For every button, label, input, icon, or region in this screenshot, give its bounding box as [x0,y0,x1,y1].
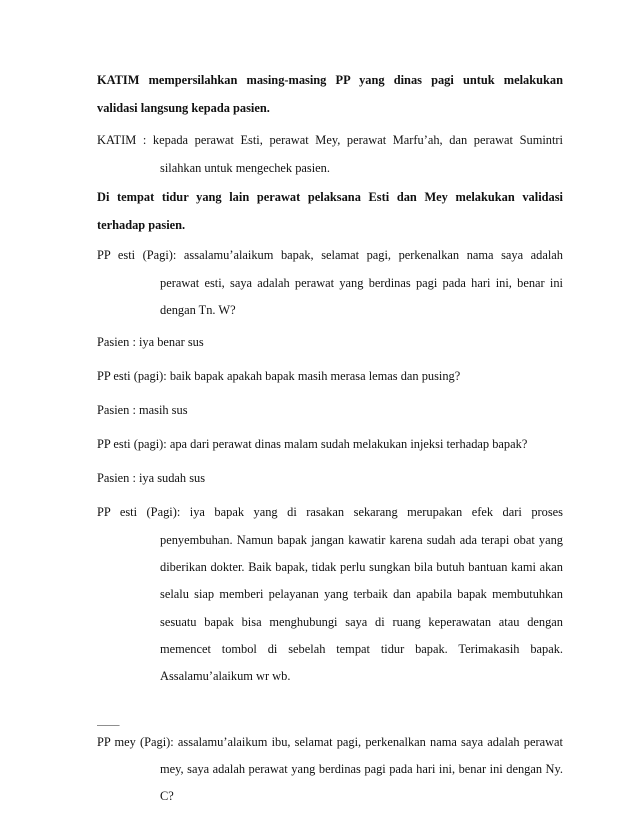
text-line: selalu siap memberi pelayanan yang terbaik dan apabila bapak membutuhkan [160,587,563,601]
paragraph-katim-instruction [97,66,563,95]
paragraph-pp-mey-greeting [97,728,563,757]
text-line: KATIM mempersilahkan masing-masing PP yang dinas pagi untuk melakukan [97,73,563,87]
paragraph-pp-esti-explanation [97,498,563,527]
text-line: diberikan dokter. Baik bapak, tidak perlu sungkan bila butuh bantuan kami akan [160,560,563,574]
text-line: ——– [97,720,120,730]
paragraph-pp-esti-question [97,362,563,391]
paragraph-pp-esti-explanation-cont [160,662,563,691]
paragraph-scene-description [97,183,563,212]
paragraph-pasien-reply [97,464,563,493]
paragraph-katim-dialogue [97,126,563,155]
text-line: sesuatu bapak bisa menghubungi saya di ruang keperawatan atau dengan [160,615,563,629]
text-line: PP esti (pagi): baik bapak apakah bapak masih merasa lemas dan pusing? [97,369,461,383]
text-line: PP esti (pagi): apa dari perawat dinas malam sudah melakukan injeksi terhadap bapak? [97,437,528,451]
text-line: validasi langsung kepada pasien. [97,101,270,115]
paragraph-scene-description-cont [97,211,563,240]
text-line: mey, saya adalah perawat yang berdinas pagi pada hari ini, benar ini dengan Ny. [160,762,563,776]
paragraph-pp-mey-greeting-cont [160,755,563,784]
text-line: Assalamu’alaikum wr wb. [160,669,291,683]
paragraph-katim-dialogue-cont [160,154,563,183]
paragraph-pasien-reply [97,396,563,425]
text-line: dengan Tn. W? [160,303,236,317]
text-line: C? [160,789,174,803]
text-line: memencet tombol di sebelah tempat tidur bapak. Terimakasih bapak. [160,642,563,656]
text-line: Pasien : iya sudah sus [97,471,206,485]
text-line: perawat esti, saya adalah perawat yang berdinas pagi pada hari ini, benar ini [160,276,563,290]
text-line: silahkan untuk mengechek pasien. [160,161,330,175]
text-line: PP esti (Pagi): iya bapak yang di rasakan sekarang merupakan efek dari proses [97,505,563,519]
paragraph-pp-esti-explanation-cont [160,635,563,664]
text-line: terhadap pasien. [97,218,186,232]
paragraph-pp-esti-explanation-cont [160,553,563,582]
text-line: penyembuhan. Namun bapak jangan kawatir karena sudah ada terapi obat yang [160,533,563,547]
text-line: KATIM : kepada perawat Esti, perawat Mey, perawat Marfu’ah, dan perawat Sumintri [97,133,563,147]
paragraph-pasien-reply [97,328,563,357]
text-line: Di tempat tidur yang lain perawat pelaksana Esti dan Mey melakukan validasi [97,190,563,204]
paragraph-pp-mey-greeting-cont [160,782,563,811]
paragraph-pp-esti-explanation-cont [160,580,563,609]
text-line: Pasien : iya benar sus [97,335,204,349]
text-line: Pasien : masih sus [97,403,188,417]
text-line: PP mey (Pagi): assalamu’alaikum ibu, selamat pagi, perkenalkan nama saya adalah perawat [97,735,563,749]
paragraph-pp-esti-greeting-cont [160,296,563,325]
paragraph-pp-esti-greeting [97,241,563,270]
paragraph-katim-instruction-cont [97,94,563,123]
paragraph-pp-esti-explanation-cont [160,608,563,637]
paragraph-pp-esti-question [97,430,563,459]
paragraph-pp-esti-greeting-cont [160,269,563,298]
text-line: PP esti (Pagi): assalamu’alaikum bapak, selamat pagi, perkenalkan nama saya adalah [97,248,563,262]
paragraph-pp-esti-explanation-cont [160,526,563,555]
